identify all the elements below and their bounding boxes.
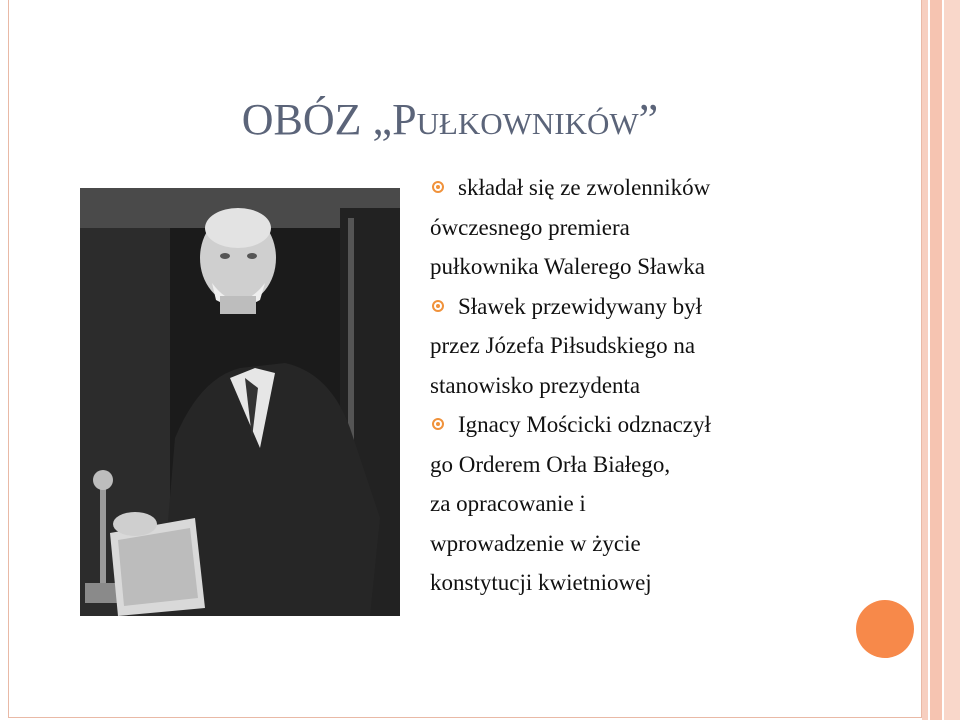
- list-item: [430, 563, 850, 603]
- list-item: [430, 484, 850, 524]
- line-text: go Orderem Orła Białego,: [430, 451, 671, 477]
- portrait-photo: [80, 188, 400, 616]
- bullet-icon: [432, 418, 444, 430]
- line-text: ówczesnego premiera: [430, 214, 630, 240]
- title-end: ”: [638, 95, 659, 144]
- line-text: wprowadzenie w życie: [430, 530, 641, 556]
- title-main: OBÓZ „: [241, 95, 393, 144]
- bullet-icon: [432, 300, 444, 312]
- accent-circle: [856, 600, 914, 658]
- line-text: Ignacy Mościcki odznaczył: [458, 412, 711, 437]
- list-item: [430, 405, 850, 445]
- line-text: Sławek przewidywany był: [458, 293, 702, 319]
- bullet-icon: [432, 181, 444, 193]
- decorative-stripes: [922, 0, 960, 720]
- list-item: [430, 168, 850, 208]
- line-text: przez Józefa Piłsudskiego na: [430, 333, 696, 358]
- stripe: [930, 0, 942, 720]
- slide-title: [100, 94, 800, 145]
- list-item: [430, 247, 850, 287]
- stripe: [944, 0, 960, 720]
- portrait-illustration: [80, 188, 400, 616]
- line-text: za opracowanie i: [430, 491, 586, 516]
- bullet-list: [430, 168, 850, 603]
- list-item: [430, 208, 850, 248]
- line-text: pułkownika Walerego Sławka: [430, 254, 705, 279]
- list-item: [430, 366, 850, 406]
- line-text: składał się ze zwolenników: [458, 175, 711, 200]
- title-smallcaps: Pułkowników: [392, 95, 639, 144]
- list-item: [430, 326, 850, 366]
- list-item: [430, 287, 850, 327]
- list-item: [430, 445, 850, 485]
- line-text: stanowisko prezydenta: [430, 372, 641, 398]
- line-text: konstytucji kwietniowej: [430, 570, 652, 595]
- list-item: [430, 524, 850, 564]
